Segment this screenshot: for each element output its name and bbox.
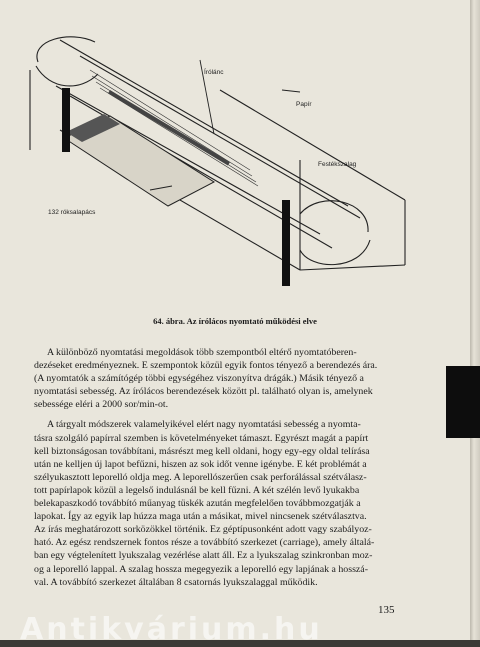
text-line: sebessége eléri a 2000 sor/min-ot. [34, 399, 169, 411]
label-roksalapacs: 132 róksalapács [48, 209, 96, 216]
thumb-index-tab [446, 366, 480, 438]
page-number: 135 [378, 604, 395, 616]
page-edge [470, 0, 480, 640]
figure-caption: 64. ábra. Az írólácos nyomtató működési elve [153, 316, 317, 326]
text-line: lapokat. Így az egyik lap húzza maga után a másikat, mivel nincsenek szétválasztva. [34, 511, 367, 523]
text-line: dezéseket eredményeznek. E szempontok közül egyik fontos tényező a berendezés ára. [34, 360, 378, 372]
text-line: tott papírlapok közül a legelső indulásnál be kell fűzni. A két szélén levő lyukakba [34, 484, 360, 496]
label-papir: Papír [296, 101, 312, 108]
text-line: (A nyomtatók a számítógép többi egységéhez viszonyítva drágák.) Másik tényező a [34, 373, 364, 385]
text-line: A különböző nyomtatási megoldások több szempontból eltérő nyomtatóberen- [47, 347, 357, 358]
label-irolanc: Írólánc [204, 69, 224, 76]
text-line: Az írás meghatározott sorközökkel történik. Ez géptípusonként adott vagy szabályoz- [34, 524, 372, 536]
chain-printer-illustration [0, 0, 470, 320]
watermark-logo: Antikvárium.hu [20, 612, 323, 647]
printer-diagram [0, 0, 470, 320]
label-festekszalag: Festékszalag [318, 161, 357, 168]
body-text [34, 346, 389, 589]
text-line: og a leporelló lappal. A szalag hossza megegyezik a leporelló egy lapjának a hosszá- [34, 563, 368, 575]
text-line: kell biztonságosan továbbítani, másrészt meg kell oldani, hogy egy-egy oldal telírása [34, 445, 370, 457]
text-line: val. A továbbító szerkezet általában 8 csatornás lyukszalaggal működik. [34, 576, 318, 588]
text-line: után ne kelljen új lapot befűzni, hiszen az sok időt venne igénybe. E két problémát a [34, 458, 367, 470]
text-line: tásra szolgáló papírral szemben is követelményeket támaszt. Egyrészt magát a papírt [34, 432, 369, 444]
text-line: nyomtatási sebesség. Az írólácos berendezések között pl. található olyan is, amelynek [34, 386, 373, 398]
text-line: A tárgyalt módszerek valamelyikével elért nagy nyomtatási sebesség a nyomta- [47, 419, 361, 431]
text-line: szélyukasztott leporelló oldja meg. A leporellószerűen csak perforálással szétválasz- [34, 471, 367, 483]
text-line: ható. Az egész rendszernek fontos része a továbbító szerkezet (carriage), amely általá- [34, 537, 375, 549]
text-line: belekapaszkodó továbbító műanyag tüskék azután megfelelően továbbmozgatják a [34, 498, 361, 510]
text-line: ban egy végtelenített lyukszalag vezérlése alatt áll. Ez a lyukszalag szinkronban moz- [34, 550, 373, 562]
